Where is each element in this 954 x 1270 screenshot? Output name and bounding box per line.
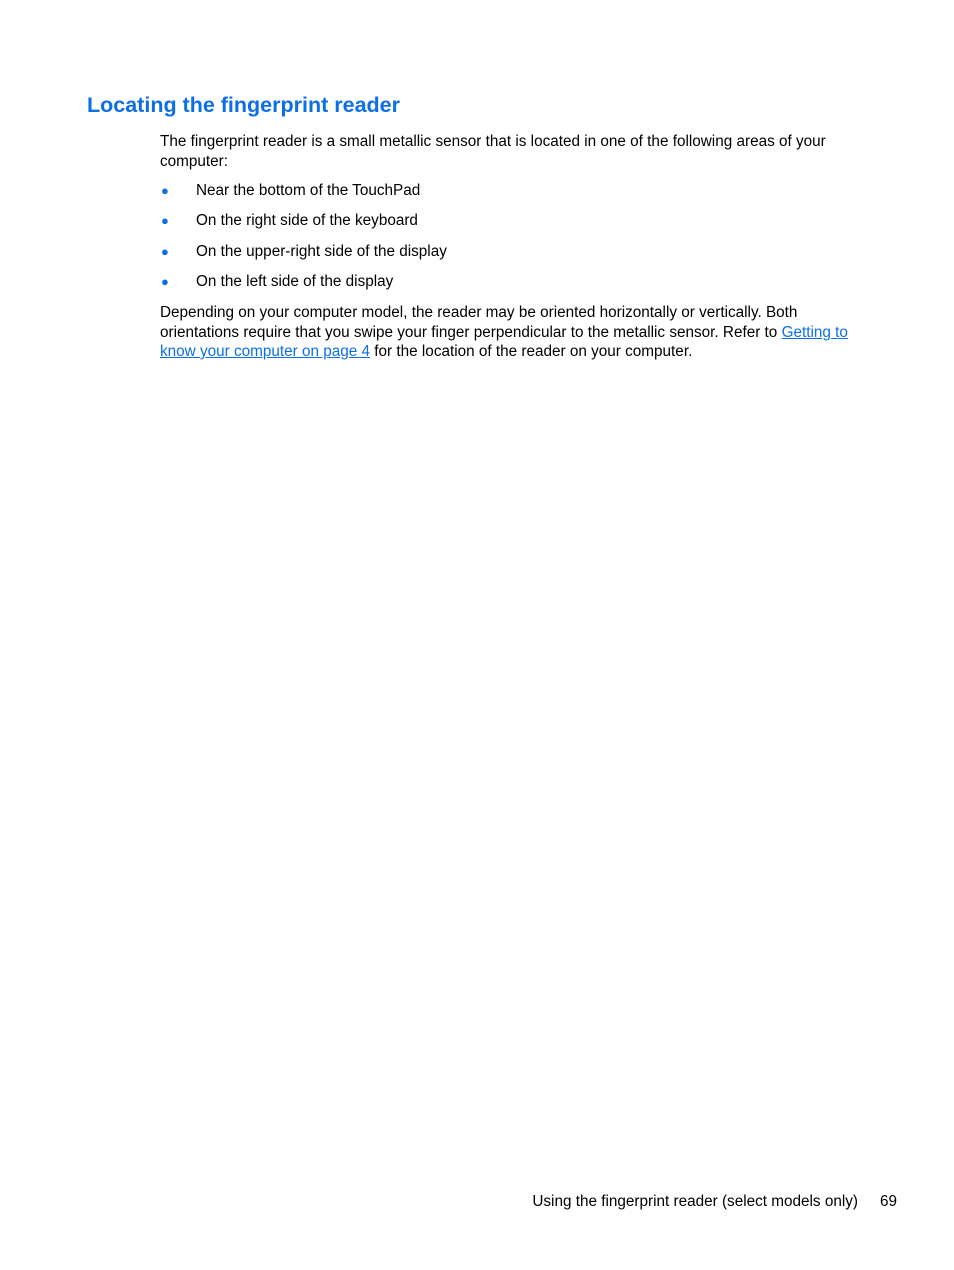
page-number: 69: [879, 1193, 897, 1210]
list-item: [160, 181, 447, 211]
bullet-icon: ●: [161, 273, 169, 289]
footer-chapter-title: Using the fingerprint reader (select models only): [532, 1193, 858, 1210]
list-item: [160, 272, 447, 302]
bullet-icon: ●: [161, 243, 169, 259]
bullet-icon: ●: [161, 213, 169, 229]
intro-paragraph: The fingerprint reader is a small metallic sensor that is located in one of the following areas of your computer:: [160, 133, 826, 170]
list-item-text: On the left side of the display: [196, 272, 394, 290]
list-item-text: On the upper-right side of the display: [196, 242, 447, 260]
paragraph-text-before-link: Depending on your computer model, the reader may be oriented horizontally or vertically. Both orientations require that you swipe your finger perpendicular to the metallic sensor. Refer to: [160, 304, 798, 341]
bullet-icon: ●: [161, 183, 169, 198]
getting-to-know-link[interactable]: Getting to know your computer on page 4: [160, 323, 848, 360]
location-list: [160, 181, 447, 302]
list-item-text: Near the bottom of the TouchPad: [196, 182, 421, 199]
page-footer: [532, 1192, 897, 1212]
section-heading: Locating the fingerprint reader: [87, 93, 400, 117]
orientation-paragraph: [160, 303, 872, 362]
list-item: [160, 242, 447, 272]
paragraph-text-after-link: for the location of the reader on your computer.: [370, 343, 693, 360]
list-item-text: On the right side of the keyboard: [196, 212, 418, 230]
list-item: [160, 211, 447, 241]
